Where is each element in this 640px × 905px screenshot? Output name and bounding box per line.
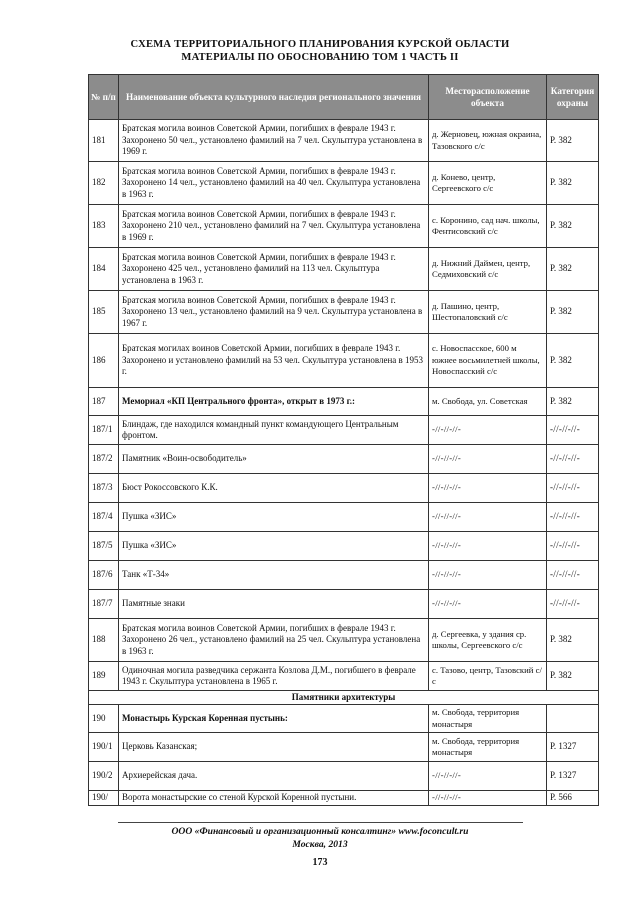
protection-category: -//-//-//- [547, 561, 599, 590]
object-location: д. Сергеевка, у здания ср. школы, Сергеевского с/с [429, 619, 547, 662]
row-number: 183 [89, 205, 119, 248]
row-number: 181 [89, 120, 119, 162]
object-name: Братская могила воинов Советской Армии, погибших в феврале 1943 г. Захоронено 50 чел., установлено фамилий на 7 чел. Скульптура установлена в 1969 г. [119, 120, 429, 162]
row-number: 190/1 [89, 733, 119, 762]
row-number: 187/7 [89, 590, 119, 619]
protection-category: Р. 1327 [547, 733, 599, 762]
header-num: № п/п [89, 75, 119, 120]
table-row [89, 291, 599, 334]
table-row [89, 120, 599, 162]
table-row [89, 503, 599, 532]
row-number: 190/2 [89, 762, 119, 791]
row-number: 187/2 [89, 445, 119, 474]
object-location: д. Нижний Даймен, центр, Седмиховский с/с [429, 248, 547, 291]
object-location: м. Свобода, территория монастыря [429, 705, 547, 733]
object-location: д. Пашино, центр, Шестопаловский с/с [429, 291, 547, 334]
row-number: 190/ [89, 791, 119, 806]
protection-category: Р. 382 [547, 662, 599, 691]
object-name: Бюст Рокоссовского К.К. [119, 474, 429, 503]
table-row [89, 445, 599, 474]
row-number: 189 [89, 662, 119, 691]
table-row [89, 162, 599, 205]
object-name: Братская могила воинов Советской Армии, погибших в феврале 1943 г. Захоронено 14 чел., установлено фамилий на 40 чел. Скульптура установлена в 1963 г. [119, 162, 429, 205]
protection-category: Р. 382 [547, 334, 599, 388]
footer-divider [118, 822, 523, 823]
object-location: -//-//-//- [429, 445, 547, 474]
table-row [89, 561, 599, 590]
row-number: 190 [89, 705, 119, 733]
table-row [89, 416, 599, 445]
object-name: Танк «Т-34» [119, 561, 429, 590]
table-row [89, 590, 599, 619]
page-number: 173 [312, 857, 328, 868]
object-location: -//-//-//- [429, 474, 547, 503]
title-line-1: СХЕМА ТЕРРИТОРИАЛЬНОГО ПЛАНИРОВАНИЯ КУРСКОЙ ОБЛАСТИ [130, 39, 510, 50]
object-name: Мемориал «КП Центрального фронта», открыт в 1973 г.: [119, 388, 429, 416]
object-name: Памятник «Воин-освободитель» [119, 445, 429, 474]
protection-category: Р. 382 [547, 205, 599, 248]
table-row [89, 248, 599, 291]
table-row [89, 388, 599, 416]
header-category: Категория охраны [547, 75, 599, 120]
section-row [89, 691, 599, 705]
table-header-row [89, 75, 599, 120]
object-name: Братская могила воинов Советской Армии, погибших в феврале 1943 г. Захоронено 210 чел., установлено фамилий на 7 чел. Скульптура установлена в 1969 г. [119, 205, 429, 248]
document-title [0, 38, 640, 64]
row-number: 187/1 [89, 416, 119, 445]
protection-category: -//-//-//- [547, 445, 599, 474]
protection-category [547, 705, 599, 733]
table-row [89, 662, 599, 691]
table-row [89, 705, 599, 733]
object-name: Братская могила воинов Советской Армии, погибших в феврале 1943 г. Захоронено 425 чел., установлено фамилий на 113 чел. Скульптура установлена в 1963 г. [119, 248, 429, 291]
object-location: -//-//-//- [429, 762, 547, 791]
object-location: -//-//-//- [429, 561, 547, 590]
protection-category: Р. 566 [547, 791, 599, 806]
row-number: 188 [89, 619, 119, 662]
table-row [89, 532, 599, 561]
object-name: Одиночная могила разведчика сержанта Козлова Д.М., погибшего в феврале 1943 г. Скульптура установлена в 1965 г. [119, 662, 429, 691]
table-body [89, 120, 599, 806]
row-number: 187/4 [89, 503, 119, 532]
footer-company: ООО «Финансовый и организационный консалтинг» www.foconcult.ru [171, 826, 469, 837]
table-row [89, 205, 599, 248]
protection-category: -//-//-//- [547, 532, 599, 561]
object-name: Пушка «ЗИС» [119, 503, 429, 532]
row-number: 187/6 [89, 561, 119, 590]
object-location: д. Жерновец, южная окраина, Тазовского с/с [429, 120, 547, 162]
object-location: м. Свобода, ул. Советская [429, 388, 547, 416]
object-name: Монастырь Курская Коренная пустынь: [119, 705, 429, 733]
object-location: -//-//-//- [429, 416, 547, 445]
table-row [89, 474, 599, 503]
object-name: Братская могилах воинов Советской Армии, погибших в феврале 1943 г. Захоронено и установлено фамилий на 53 чел. Скульптура установлена в 1953 г. [119, 334, 429, 388]
table-row [89, 619, 599, 662]
protection-category: Р. 1327 [547, 762, 599, 791]
row-number: 187 [89, 388, 119, 416]
protection-category: -//-//-//- [547, 590, 599, 619]
row-number: 184 [89, 248, 119, 291]
object-name: Пушка «ЗИС» [119, 532, 429, 561]
table-row [89, 334, 599, 388]
title-line-2: МАТЕРИАЛЫ ПО ОБОСНОВАНИЮ ТОМ 1 ЧАСТЬ II [181, 52, 459, 63]
object-location: -//-//-//- [429, 590, 547, 619]
object-location: -//-//-//- [429, 532, 547, 561]
table-row [89, 791, 599, 806]
row-number: 187/3 [89, 474, 119, 503]
protection-category: Р. 382 [547, 120, 599, 162]
section-heading: Памятники архитектуры [89, 691, 599, 705]
object-name: Блиндаж, где находился командный пункт командующего Центральным фронтом. [119, 416, 429, 445]
row-number: 187/5 [89, 532, 119, 561]
protection-category: -//-//-//- [547, 416, 599, 445]
object-name: Архиерейская дача. [119, 762, 429, 791]
object-name: Ворота монастырские со стеной Курской Коренной пустыни. [119, 791, 429, 806]
protection-category: Р. 382 [547, 291, 599, 334]
object-location: с. Новоспасское, 600 м южнее восьмилетней школы, Новоспасский с/с [429, 334, 547, 388]
object-location: д. Конево, центр, Сергеевского с/с [429, 162, 547, 205]
header-name: Наименование объекта культурного наследия регионального значения [119, 75, 429, 120]
object-location: -//-//-//- [429, 791, 547, 806]
object-name: Братская могила воинов Советской Армии, погибших в феврале 1943 г. Захоронено 26 чел., установлено фамилий на 25 чел. Скульптура установлена в 1963 г. [119, 619, 429, 662]
row-number: 182 [89, 162, 119, 205]
heritage-objects-table [88, 74, 599, 806]
protection-category: Р. 382 [547, 162, 599, 205]
protection-category: Р. 382 [547, 248, 599, 291]
object-name: Церковь Казанская; [119, 733, 429, 762]
object-location: -//-//-//- [429, 503, 547, 532]
protection-category: -//-//-//- [547, 503, 599, 532]
table-row [89, 733, 599, 762]
table-row [89, 762, 599, 791]
row-number: 185 [89, 291, 119, 334]
header-location: Месторасположение объекта [429, 75, 547, 120]
object-location: с. Коронино, сад нач. школы, Фентисовский с/с [429, 205, 547, 248]
protection-category: -//-//-//- [547, 474, 599, 503]
footer-city-year: Москва, 2013 [292, 839, 348, 850]
object-location: с. Тазово, центр, Тазовский с/с [429, 662, 547, 691]
object-name: Братская могила воинов Советской Армии, погибших в феврале 1943 г. Захоронено 13 чел., установлено фамилий на 9 чел. Скульптура установлена в 1967 г. [119, 291, 429, 334]
row-number: 186 [89, 334, 119, 388]
object-location: м. Свобода, территория монастыря [429, 733, 547, 762]
protection-category: Р. 382 [547, 619, 599, 662]
footer [0, 825, 640, 851]
object-name: Памятные знаки [119, 590, 429, 619]
protection-category: Р. 382 [547, 388, 599, 416]
